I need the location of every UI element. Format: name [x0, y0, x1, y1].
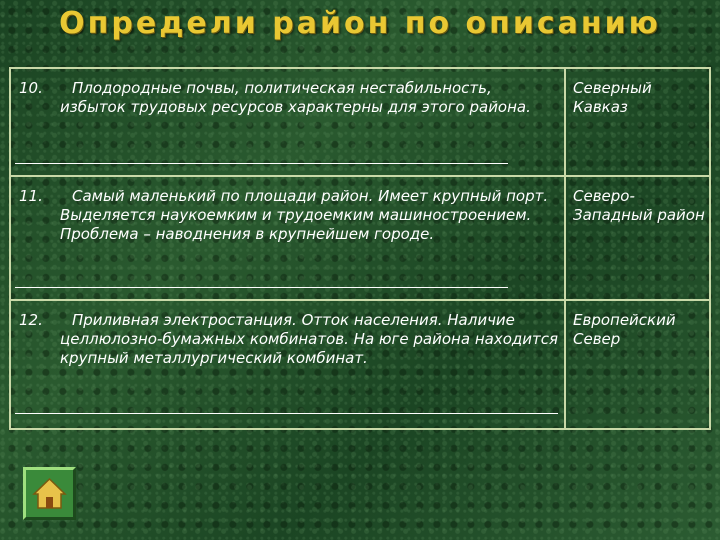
- region-answer: Европейский Север: [573, 311, 676, 348]
- slide-title: Определи район по описанию: [59, 6, 661, 41]
- question-number: 10.: [19, 79, 43, 97]
- answer-line: [15, 413, 558, 414]
- answer-line: [15, 163, 508, 164]
- question-description: Приливная электростанция. Отток населения. Наличие целлюлозно-бумажных комбинатов. На юге района находится крупный металлургический комбинат.: [60, 311, 558, 367]
- question-number: 12.: [19, 311, 43, 329]
- table-row: [11, 69, 709, 177]
- question-table: [9, 67, 711, 430]
- table-row: [11, 301, 709, 428]
- question-number: 11.: [19, 187, 43, 205]
- question-description: Плодородные почвы, политическая нестабильность, избыток трудовых ресурсов характерны для этого района.: [60, 79, 531, 116]
- question-description: Самый маленький по площади район. Имеет крупный порт. Выделяется наукоемким и трудоемким машиностроением. Проблема – наводнения в крупнейшем городе.: [60, 187, 549, 243]
- answer-line: [15, 287, 508, 288]
- region-answer: Северный Кавказ: [573, 79, 652, 116]
- region-answer: Северо-Западный район: [573, 187, 705, 224]
- home-button[interactable]: [23, 467, 76, 520]
- table-row: [11, 177, 709, 301]
